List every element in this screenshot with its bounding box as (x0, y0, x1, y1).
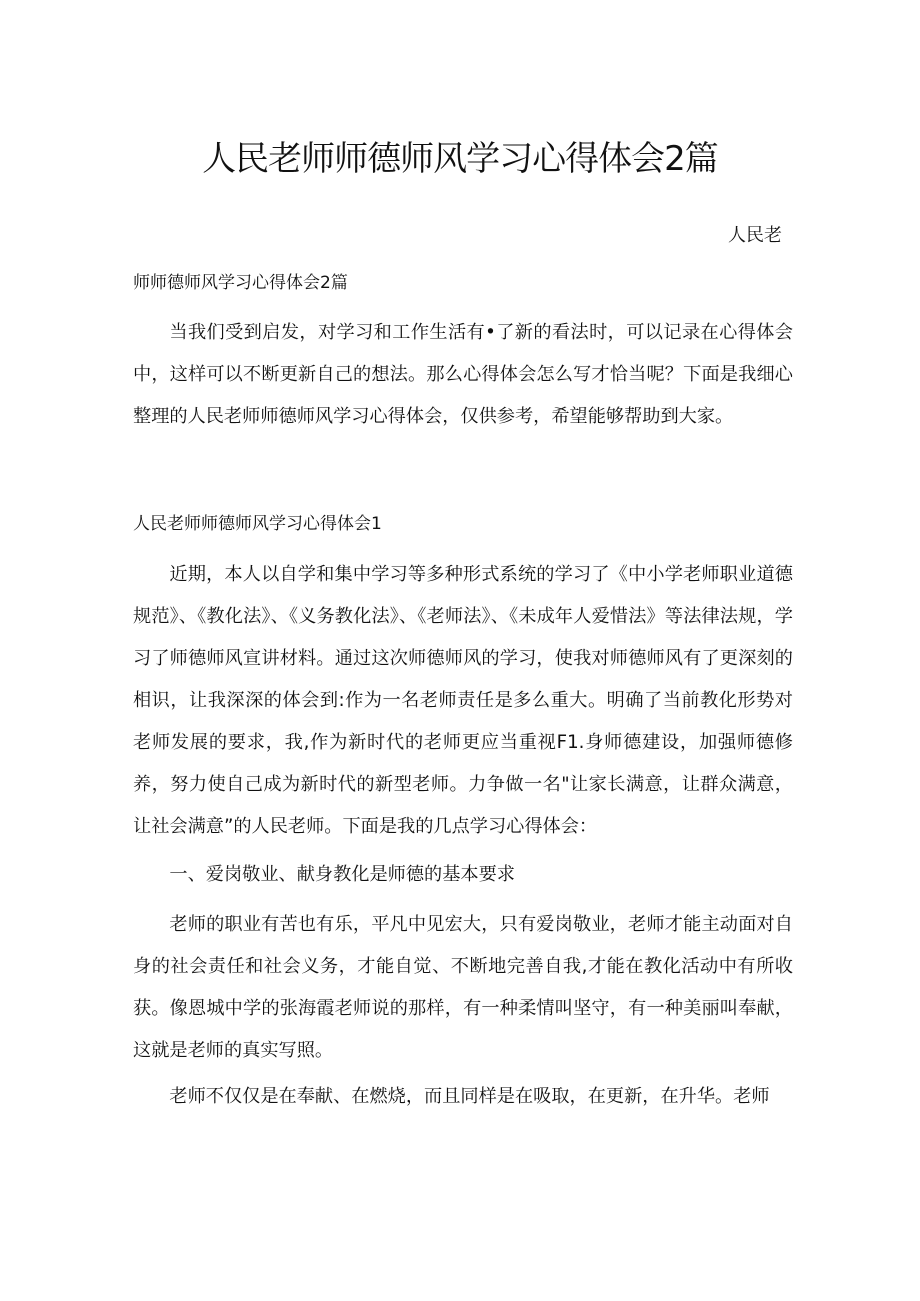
author-line: 人民老 (728, 225, 782, 246)
document-title: 人民老师师德师风学习心得体会2篇 (202, 139, 718, 179)
body-paragraph: 老师的职业有苦也有乐，平凡中见宏大，只有爱岗敬业，老师才能主动面对自身的社会责任和社会义务，才能自觉、不断地完善自我,才能在教化活动中有所收获。像恩城中学的张海霞老师说的那样，有一种柔情叫坚守，有一种美丽叫奉献，这就是老师的真实写照。 (133, 914, 793, 1061)
document-subtitle: 师师德师风学习心得体会2篇 (133, 273, 348, 293)
body-paragraph: 近期，本人以自学和集中学习等多种形式系统的学习了《中小学老师职业道德规范》、《教化法》、《义务教化法》、《老师法》、《未成年人爱惜法》等法律法规，学习了师德师风宣讲材料。通过这次师德师风的学习，使我对师德师风有了更深刻的相识，让我深深的体会到:作为一名老师责任是多么重大。明确了当前教化形势对老师发展的要求，我,作为新时代的老师更应当重视F1.身师德建设，加强师德修养，努力使自己成为新时代的新型老师。力争做一名"让家长满意，让群众满意，让社会满意”的人民老师。下面是我的几点学习心得体会： (133, 564, 793, 837)
section-heading: 人民老师师德师风学习心得体会1 (133, 514, 382, 534)
point-heading: 一、爱岗敬业、献身教化是师德的基本要求 (169, 864, 515, 885)
body-paragraph: 老师不仅仅是在奉献、在燃烧，而且同样是在吸取，在更新，在升华。老师 (169, 1086, 770, 1107)
intro-paragraph: 当我们受到启发，对学习和工作生活有•了新的看法时，可以记录在心得体会中，这样可以不断更新自己的想法。那么心得体会怎么写才恰当呢？下面是我细心整理的人民老师师德师风学习心得体会，仅供参考，希望能够帮助到大家。 (133, 322, 793, 427)
body-text (133, 554, 793, 1118)
